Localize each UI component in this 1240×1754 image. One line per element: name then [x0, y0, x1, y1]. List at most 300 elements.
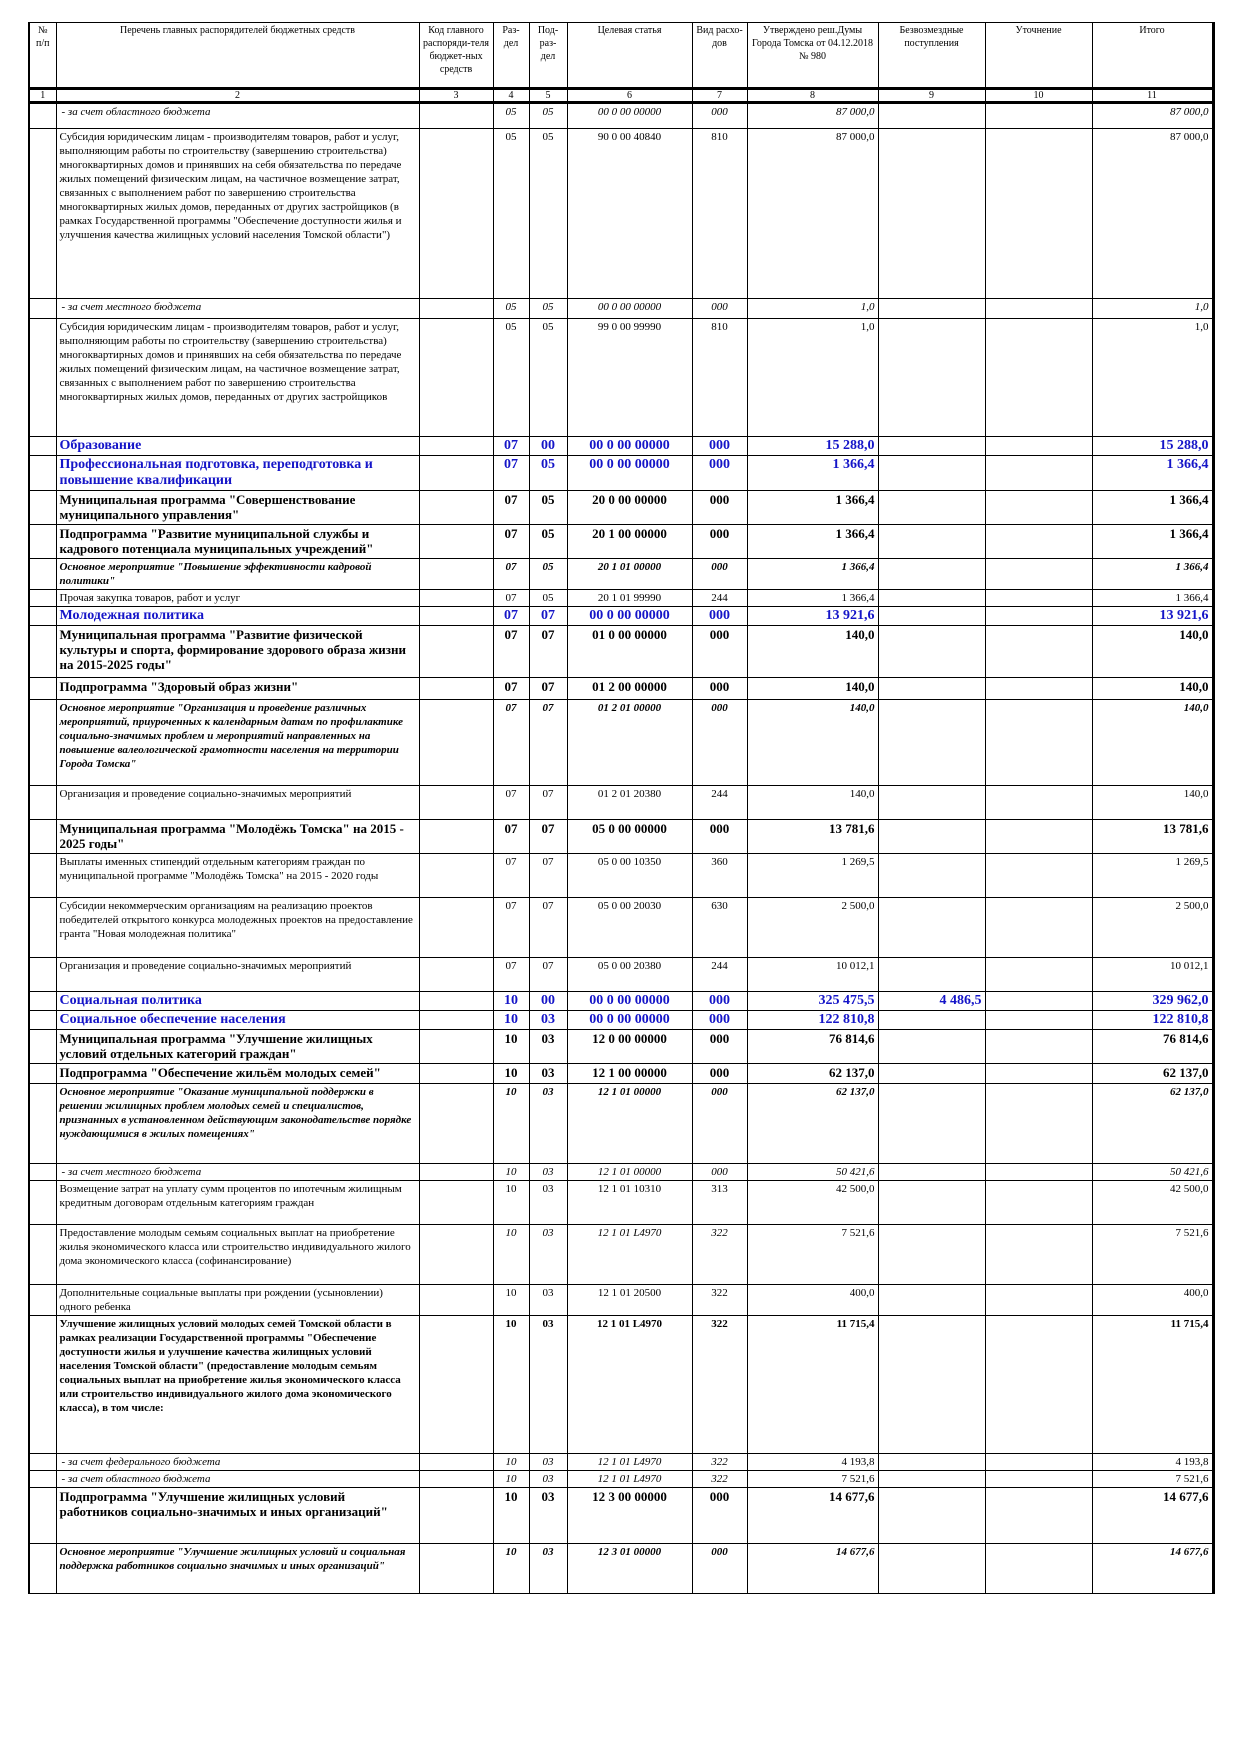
col-num-5: 5 [529, 89, 567, 103]
row-section: 07 [493, 678, 529, 700]
table-row [29, 103, 1213, 129]
row-clarification [985, 491, 1092, 525]
row-subsection: 05 [529, 319, 567, 437]
row-expense-type: 000 [692, 1164, 747, 1181]
row-gratuitous [878, 700, 985, 786]
row-name: Основное мероприятие "Повышение эффективности кадровой политики" [56, 559, 419, 590]
table-row [29, 1030, 1213, 1064]
row-admin-code [419, 1011, 493, 1030]
row-expense-type: 000 [692, 1064, 747, 1084]
row-approved: 1 366,4 [747, 559, 878, 590]
row-section: 07 [493, 958, 529, 992]
row-target-article: 20 1 00 00000 [567, 525, 692, 559]
row-gratuitous [878, 1488, 985, 1544]
table-row [29, 1084, 1213, 1164]
row-number [29, 559, 56, 590]
table-row [29, 898, 1213, 958]
row-total: 87 000,0 [1092, 129, 1213, 299]
row-approved: 140,0 [747, 700, 878, 786]
row-section: 10 [493, 1084, 529, 1164]
table-row [29, 437, 1213, 456]
row-subsection: 07 [529, 607, 567, 626]
row-expense-type: 000 [692, 607, 747, 626]
table-row [29, 525, 1213, 559]
row-gratuitous [878, 103, 985, 129]
row-section: 07 [493, 820, 529, 854]
row-expense-type: 630 [692, 898, 747, 958]
row-number [29, 898, 56, 958]
row-expense-type: 000 [692, 1030, 747, 1064]
row-target-article: 05 0 00 00000 [567, 820, 692, 854]
row-expense-type: 322 [692, 1454, 747, 1471]
row-approved: 50 421,6 [747, 1164, 878, 1181]
row-clarification [985, 678, 1092, 700]
row-name: Муниципальная программа "Совершенствование муниципального управления" [56, 491, 419, 525]
row-admin-code [419, 129, 493, 299]
row-number [29, 820, 56, 854]
row-name: Подпрограмма "Обеспечение жильём молодых семей" [56, 1064, 419, 1084]
row-total: 14 677,6 [1092, 1488, 1213, 1544]
row-approved: 1 366,4 [747, 590, 878, 607]
col-num-8: 8 [747, 89, 878, 103]
row-subsection: 03 [529, 1181, 567, 1225]
row-clarification [985, 319, 1092, 437]
row-clarification [985, 1064, 1092, 1084]
row-gratuitous [878, 491, 985, 525]
row-expense-type: 000 [692, 626, 747, 678]
row-name: Выплаты именных стипендий отдельным категориям граждан по муниципальной программе "Молодёжь Томска" на 2015 - 2020 годы [56, 854, 419, 898]
row-subsection: 05 [529, 491, 567, 525]
row-target-article: 12 0 00 00000 [567, 1030, 692, 1064]
row-admin-code [419, 1316, 493, 1454]
row-admin-code [419, 1471, 493, 1488]
row-total: 140,0 [1092, 626, 1213, 678]
row-approved: 10 012,1 [747, 958, 878, 992]
row-name: - за счет федерального бюджета [56, 1454, 419, 1471]
row-name: Улучшение жилищных условий молодых семей Томской области в рамках реализации Государственной программы "Обеспечение доступности жилья и улучшение качества жилищных условий населения Томской области" (предоставление молодым семьям социальных выплат на приобретение жилья экономического класса или строительство индивидуального жилого дома экономического класса), в том числе: [56, 1316, 419, 1454]
row-number [29, 1544, 56, 1594]
row-expense-type: 244 [692, 590, 747, 607]
row-subsection: 03 [529, 1011, 567, 1030]
row-total: 1,0 [1092, 299, 1213, 319]
row-admin-code [419, 854, 493, 898]
row-section: 05 [493, 299, 529, 319]
row-expense-type: 360 [692, 854, 747, 898]
row-section: 07 [493, 786, 529, 820]
row-expense-type: 000 [692, 437, 747, 456]
row-name: Социальная политика [56, 992, 419, 1011]
row-approved: 2 500,0 [747, 898, 878, 958]
row-approved: 87 000,0 [747, 129, 878, 299]
row-expense-type: 244 [692, 958, 747, 992]
row-clarification [985, 456, 1092, 491]
row-clarification [985, 1011, 1092, 1030]
row-total: 1 366,4 [1092, 559, 1213, 590]
row-admin-code [419, 299, 493, 319]
header-target-article: Целевая статья [567, 23, 692, 89]
row-clarification [985, 129, 1092, 299]
row-gratuitous [878, 1181, 985, 1225]
row-name: Муниципальная программа "Молодёжь Томска" на 2015 - 2025 годы" [56, 820, 419, 854]
row-target-article: 00 0 00 00000 [567, 1011, 692, 1030]
row-target-article: 12 1 01 L4970 [567, 1471, 692, 1488]
row-section: 10 [493, 1454, 529, 1471]
row-number [29, 992, 56, 1011]
row-gratuitous [878, 1471, 985, 1488]
row-section: 07 [493, 626, 529, 678]
row-number [29, 590, 56, 607]
row-target-article: 12 1 01 20500 [567, 1285, 692, 1316]
row-total: 1 366,4 [1092, 491, 1213, 525]
row-gratuitous [878, 958, 985, 992]
row-target-article: 20 1 01 99990 [567, 590, 692, 607]
row-admin-code [419, 1488, 493, 1544]
row-clarification [985, 1181, 1092, 1225]
row-total: 13 781,6 [1092, 820, 1213, 854]
row-gratuitous [878, 1285, 985, 1316]
row-subsection: 00 [529, 437, 567, 456]
row-number [29, 525, 56, 559]
row-admin-code [419, 1225, 493, 1285]
row-expense-type: 313 [692, 1181, 747, 1225]
row-expense-type: 000 [692, 1544, 747, 1594]
row-expense-type: 000 [692, 1084, 747, 1164]
row-gratuitous [878, 319, 985, 437]
row-section: 10 [493, 1011, 529, 1030]
row-gratuitous [878, 1544, 985, 1594]
row-target-article: 12 3 01 00000 [567, 1544, 692, 1594]
row-number [29, 1316, 56, 1454]
row-approved: 11 715,4 [747, 1316, 878, 1454]
row-subsection: 07 [529, 678, 567, 700]
col-num-10: 10 [985, 89, 1092, 103]
row-subsection: 05 [529, 590, 567, 607]
row-target-article: 00 0 00 00000 [567, 456, 692, 491]
row-gratuitous [878, 1011, 985, 1030]
col-num-2: 2 [56, 89, 419, 103]
row-admin-code [419, 958, 493, 992]
row-section: 07 [493, 898, 529, 958]
row-expense-type: 000 [692, 299, 747, 319]
row-clarification [985, 525, 1092, 559]
row-clarification [985, 1285, 1092, 1316]
row-section: 05 [493, 103, 529, 129]
row-subsection: 03 [529, 1454, 567, 1471]
row-approved: 1 366,4 [747, 456, 878, 491]
row-number [29, 626, 56, 678]
row-subsection: 07 [529, 820, 567, 854]
table-row [29, 958, 1213, 992]
row-gratuitous [878, 1225, 985, 1285]
row-subsection: 00 [529, 992, 567, 1011]
row-target-article: 12 1 01 L4970 [567, 1454, 692, 1471]
row-target-article: 12 1 01 L4970 [567, 1316, 692, 1454]
row-total: 62 137,0 [1092, 1064, 1213, 1084]
header-number: № п/п [29, 23, 56, 89]
row-gratuitous [878, 299, 985, 319]
row-clarification [985, 437, 1092, 456]
row-admin-code [419, 559, 493, 590]
row-gratuitous [878, 607, 985, 626]
row-number [29, 786, 56, 820]
row-clarification [985, 898, 1092, 958]
row-gratuitous [878, 456, 985, 491]
row-gratuitous [878, 1064, 985, 1084]
row-name: Основное мероприятие "Улучшение жилищных условий и социальная поддержка работников социально значимых и иных организаций" [56, 1544, 419, 1594]
row-section: 10 [493, 1488, 529, 1544]
row-target-article: 05 0 00 20380 [567, 958, 692, 992]
table-row [29, 678, 1213, 700]
row-expense-type: 244 [692, 786, 747, 820]
table-row [29, 1011, 1213, 1030]
row-clarification [985, 607, 1092, 626]
row-expense-type: 000 [692, 678, 747, 700]
row-target-article: 05 0 00 20030 [567, 898, 692, 958]
row-subsection: 05 [529, 559, 567, 590]
row-number [29, 1488, 56, 1544]
row-name: Возмещение затрат на уплату сумм процентов по ипотечным жилищным кредитным договорам отдельным категориям граждан [56, 1181, 419, 1225]
row-total: 122 810,8 [1092, 1011, 1213, 1030]
row-gratuitous [878, 559, 985, 590]
row-clarification [985, 559, 1092, 590]
row-expense-type: 000 [692, 992, 747, 1011]
row-admin-code [419, 1544, 493, 1594]
header-admin-code: Код главного распоряди-теля бюджет-ных средств [419, 23, 493, 89]
row-clarification [985, 1471, 1092, 1488]
row-expense-type: 810 [692, 129, 747, 299]
row-number [29, 456, 56, 491]
row-section: 07 [493, 700, 529, 786]
row-total: 140,0 [1092, 678, 1213, 700]
row-gratuitous [878, 626, 985, 678]
row-total: 329 962,0 [1092, 992, 1213, 1011]
col-num-11: 11 [1092, 89, 1213, 103]
row-clarification [985, 1544, 1092, 1594]
row-expense-type: 000 [692, 491, 747, 525]
row-number [29, 1454, 56, 1471]
row-clarification [985, 820, 1092, 854]
table-row [29, 700, 1213, 786]
row-number [29, 854, 56, 898]
row-subsection: 05 [529, 456, 567, 491]
row-number [29, 678, 56, 700]
row-target-article: 12 3 00 00000 [567, 1488, 692, 1544]
row-section: 10 [493, 1544, 529, 1594]
row-approved: 76 814,6 [747, 1030, 878, 1064]
row-subsection: 03 [529, 1285, 567, 1316]
row-target-article: 01 2 01 20380 [567, 786, 692, 820]
table-row [29, 491, 1213, 525]
row-target-article: 01 2 00 00000 [567, 678, 692, 700]
row-expense-type: 322 [692, 1225, 747, 1285]
row-total: 400,0 [1092, 1285, 1213, 1316]
row-approved: 140,0 [747, 626, 878, 678]
row-total: 4 193,8 [1092, 1454, 1213, 1471]
row-approved: 4 193,8 [747, 1454, 878, 1471]
row-clarification [985, 786, 1092, 820]
row-expense-type: 322 [692, 1471, 747, 1488]
row-name: Подпрограмма "Здоровый образ жизни" [56, 678, 419, 700]
row-name: Муниципальная программа "Развитие физической культуры и спорта, формирование здорового образа жизни на 2015-2025 годы" [56, 626, 419, 678]
row-admin-code [419, 1064, 493, 1084]
col-num-4: 4 [493, 89, 529, 103]
header-gratuitous: Безвозмездные поступления [878, 23, 985, 89]
row-subsection: 03 [529, 1316, 567, 1454]
table-row [29, 1471, 1213, 1488]
table-row [29, 1064, 1213, 1084]
row-name: Подпрограмма "Улучшение жилищных условий работников социально-значимых и иных организаций" [56, 1488, 419, 1544]
row-clarification [985, 700, 1092, 786]
row-gratuitous [878, 1316, 985, 1454]
row-expense-type: 000 [692, 820, 747, 854]
row-name: Основное мероприятие "Оказание муниципальной поддержки в решении жилищных проблем молодых семей и специалистов, признанных в установленном действующим законодательстве порядке нуждающимися в жилых помещениях" [56, 1084, 419, 1164]
row-number [29, 491, 56, 525]
row-subsection: 07 [529, 958, 567, 992]
row-section: 07 [493, 437, 529, 456]
row-clarification [985, 299, 1092, 319]
table-row [29, 1544, 1213, 1594]
row-name: Дополнительные социальные выплаты при рождении (усыновлении) одного ребенка [56, 1285, 419, 1316]
row-expense-type: 000 [692, 525, 747, 559]
row-target-article: 00 0 00 00000 [567, 992, 692, 1011]
row-number [29, 607, 56, 626]
row-target-article: 12 1 01 L4970 [567, 1225, 692, 1285]
header-clarification: Уточнение [985, 23, 1092, 89]
table-row [29, 607, 1213, 626]
row-admin-code [419, 103, 493, 129]
row-section: 10 [493, 1181, 529, 1225]
row-subsection: 05 [529, 129, 567, 299]
row-total: 2 500,0 [1092, 898, 1213, 958]
row-gratuitous [878, 678, 985, 700]
row-clarification [985, 1454, 1092, 1471]
row-total: 50 421,6 [1092, 1164, 1213, 1181]
row-number [29, 1084, 56, 1164]
row-gratuitous [878, 129, 985, 299]
col-num-1: 1 [29, 89, 56, 103]
row-target-article: 01 2 01 00000 [567, 700, 692, 786]
row-name: Субсидия юридическим лицам - производителям товаров, работ и услуг, выполняющим работы по строительству (завершению строительства) многоквартирных домов и принявших на себя обязательства по передаче жилых помещений физическим лицам, на частичное возмещение затрат, связанных с выполнением работ по завершению строительства многоквартирных жилых домов, переданных от других застройщиков [56, 319, 419, 437]
col-num-3: 3 [419, 89, 493, 103]
row-target-article: 00 0 00 00000 [567, 103, 692, 129]
table-row [29, 129, 1213, 299]
row-expense-type: 000 [692, 700, 747, 786]
row-total: 1 269,5 [1092, 854, 1213, 898]
row-total: 13 921,6 [1092, 607, 1213, 626]
row-expense-type: 000 [692, 1488, 747, 1544]
row-target-article: 12 1 01 00000 [567, 1084, 692, 1164]
row-number [29, 700, 56, 786]
row-expense-type: 000 [692, 456, 747, 491]
table-row [29, 299, 1213, 319]
row-admin-code [419, 590, 493, 607]
budget-table-sheet [28, 22, 1215, 1594]
row-approved: 15 288,0 [747, 437, 878, 456]
header-recipients: Перечень главных распорядителей бюджетных средств [56, 23, 419, 89]
table-row [29, 992, 1213, 1011]
row-subsection: 03 [529, 1225, 567, 1285]
row-admin-code [419, 437, 493, 456]
row-total: 7 521,6 [1092, 1471, 1213, 1488]
row-admin-code [419, 491, 493, 525]
row-subsection: 03 [529, 1064, 567, 1084]
row-target-article: 05 0 00 10350 [567, 854, 692, 898]
row-approved: 14 677,6 [747, 1544, 878, 1594]
row-total: 7 521,6 [1092, 1225, 1213, 1285]
row-target-article: 12 1 01 10310 [567, 1181, 692, 1225]
col-num-7: 7 [692, 89, 747, 103]
row-total: 140,0 [1092, 786, 1213, 820]
row-number [29, 1471, 56, 1488]
col-num-6: 6 [567, 89, 692, 103]
budget-table [28, 22, 1215, 1594]
row-total: 1 366,4 [1092, 525, 1213, 559]
row-section: 10 [493, 1285, 529, 1316]
row-total: 62 137,0 [1092, 1084, 1213, 1164]
row-name: - за счет областного бюджета [56, 1471, 419, 1488]
row-section: 10 [493, 1316, 529, 1454]
row-name: - за счет местного бюджета [56, 1164, 419, 1181]
row-gratuitous [878, 525, 985, 559]
column-number-row [29, 89, 1213, 103]
row-number [29, 1225, 56, 1285]
row-name: - за счет местного бюджета [56, 299, 419, 319]
row-number [29, 299, 56, 319]
row-section: 07 [493, 854, 529, 898]
row-subsection: 07 [529, 700, 567, 786]
row-approved: 87 000,0 [747, 103, 878, 129]
col-num-9: 9 [878, 89, 985, 103]
row-number [29, 1164, 56, 1181]
row-number [29, 1285, 56, 1316]
row-approved: 13 781,6 [747, 820, 878, 854]
row-target-article: 00 0 00 00000 [567, 607, 692, 626]
row-approved: 1 366,4 [747, 525, 878, 559]
row-subsection: 03 [529, 1544, 567, 1594]
table-row [29, 1225, 1213, 1285]
row-section: 07 [493, 456, 529, 491]
row-approved: 7 521,6 [747, 1471, 878, 1488]
row-subsection: 07 [529, 854, 567, 898]
row-target-article: 12 1 00 00000 [567, 1064, 692, 1084]
row-name: Основное мероприятие "Организация и проведение различных мероприятий, приуроченных к календарным датам по профилактике социально-значимых проблем и мероприятий направленных на повышение валеологической грамотности населения на территории Города Томска" [56, 700, 419, 786]
row-clarification [985, 103, 1092, 129]
table-body [29, 103, 1213, 1594]
row-approved: 7 521,6 [747, 1225, 878, 1285]
row-approved: 1,0 [747, 319, 878, 437]
row-section: 05 [493, 129, 529, 299]
row-approved: 1 366,4 [747, 491, 878, 525]
row-total: 11 715,4 [1092, 1316, 1213, 1454]
row-approved: 62 137,0 [747, 1084, 878, 1164]
row-approved: 400,0 [747, 1285, 878, 1316]
header-expense-type: Вид расхо-дов [692, 23, 747, 89]
row-approved: 140,0 [747, 786, 878, 820]
row-target-article: 12 1 01 00000 [567, 1164, 692, 1181]
row-number [29, 1181, 56, 1225]
row-gratuitous: 4 486,5 [878, 992, 985, 1011]
row-approved: 1,0 [747, 299, 878, 319]
row-target-article: 99 0 00 99990 [567, 319, 692, 437]
header-subsection: Под-раз-дел [529, 23, 567, 89]
row-expense-type: 322 [692, 1316, 747, 1454]
row-approved: 13 921,6 [747, 607, 878, 626]
row-approved: 1 269,5 [747, 854, 878, 898]
header-section: Раз-дел [493, 23, 529, 89]
row-approved: 62 137,0 [747, 1064, 878, 1084]
row-name: Субсидии некоммерческим организациям на реализацию проектов победителей открытого конкурса молодежных проектов на предоставление гранта "Новая молодежная политика" [56, 898, 419, 958]
row-subsection: 03 [529, 1084, 567, 1164]
